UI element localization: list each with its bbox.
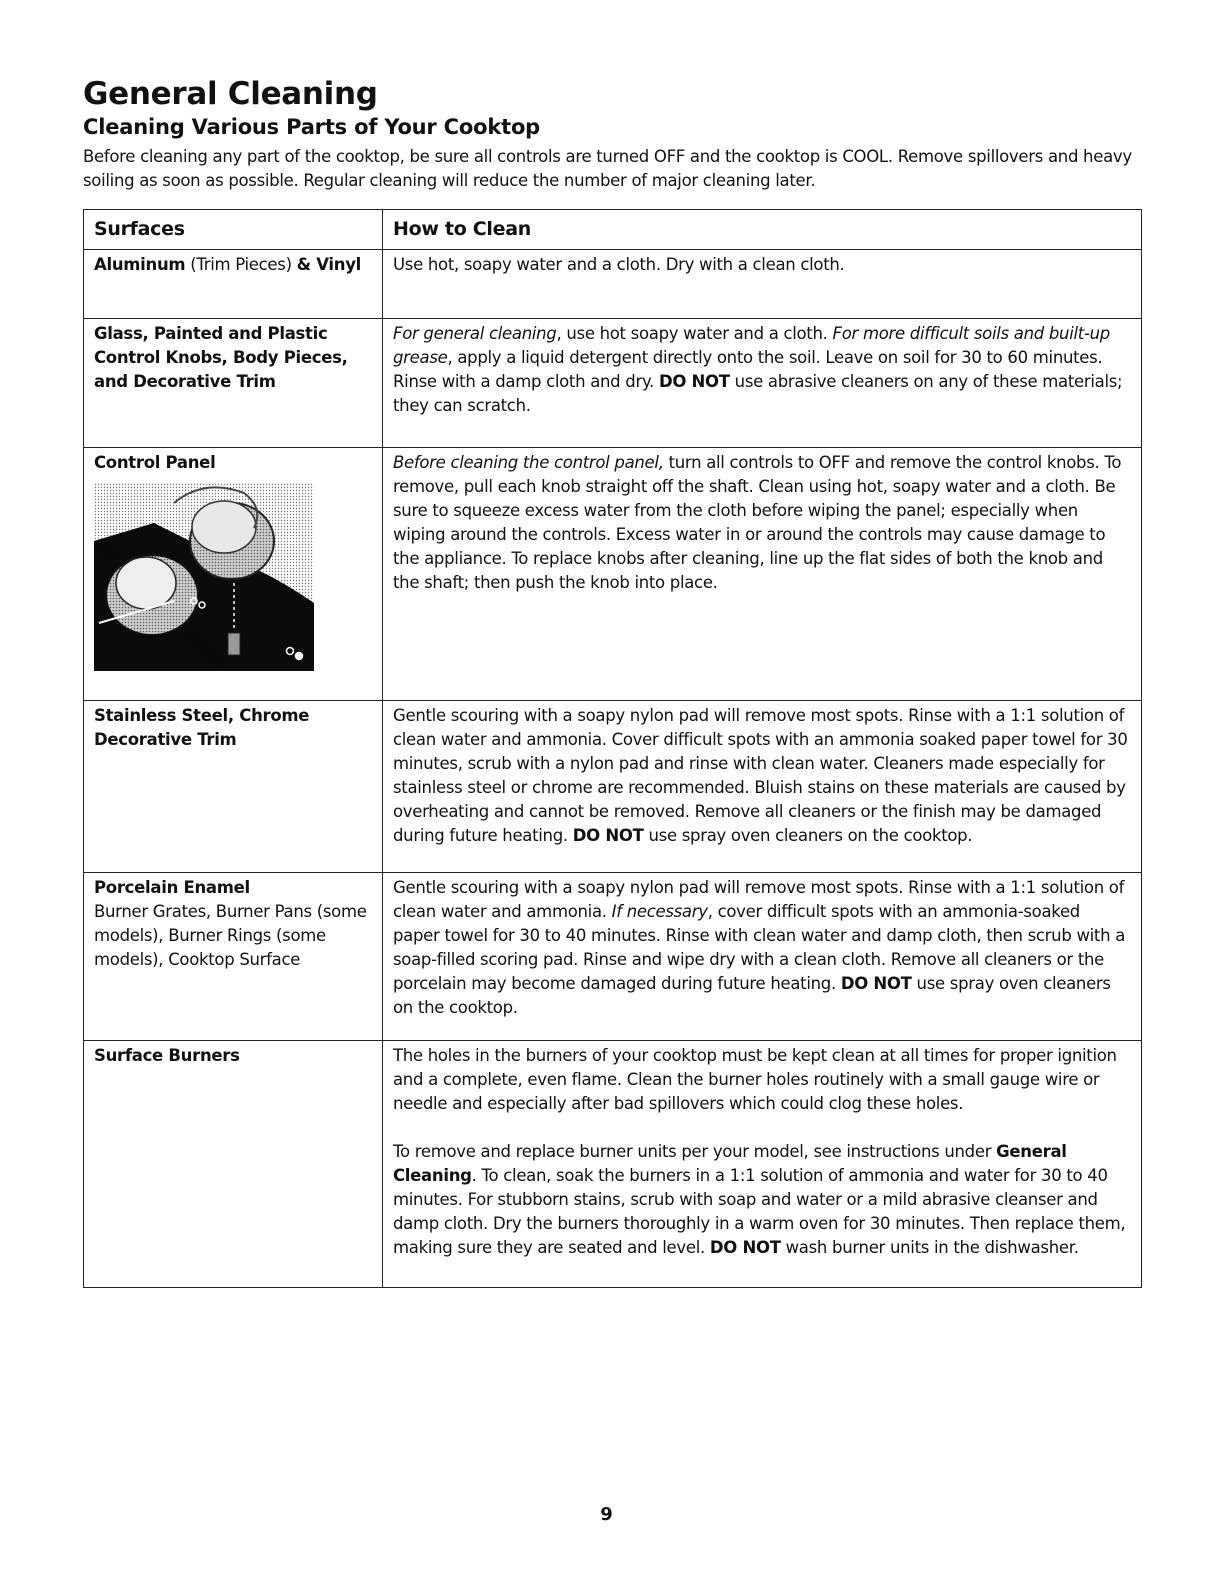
surface-name: Porcelain Enamel xyxy=(94,878,250,897)
instruction-emphasis: If necessary xyxy=(611,902,708,921)
surface-name: Control Panel xyxy=(94,453,216,472)
column-header-surfaces: Surfaces xyxy=(84,210,383,250)
surface-cell xyxy=(84,319,383,448)
surface-cell xyxy=(84,250,383,319)
surface-name: Aluminum xyxy=(94,255,186,274)
table-row xyxy=(84,701,1142,873)
instruction-text: , apply a liquid detergent directly onto the soil. Leave on soil for 30 to 60 minutes. Rinse with a damp cloth and dry. xyxy=(393,348,1103,391)
instruction-cell xyxy=(383,448,1142,701)
surface-cell xyxy=(84,1041,383,1288)
instruction-emphasis: For more difficult soils and built-up grease xyxy=(393,324,1110,367)
instruction-text: wash burner units in the dishwasher. xyxy=(780,1238,1079,1257)
instruction-text: Gentle scouring with a soapy nylon pad will remove most spots. Rinse with a 1:1 solution of clean water and ammonia. Cover difficult spots with an ammonia soaked paper towel for 30 minutes, scrub with a nylon pad and rinse with clean water. Cleaners made especially for stainless steel or chrome are recommended. Bluish stains on these materials are caused by overheating and cannot be removed. Remove all cleaners or the finish may be damaged during future heating. xyxy=(393,706,1128,845)
instruction-cell xyxy=(383,319,1142,448)
table-row xyxy=(84,319,1142,448)
warning-text: DO NOT xyxy=(709,1238,781,1257)
control-knob-illustration xyxy=(94,483,314,671)
instruction-text: To remove and replace burner units per your model, see instructions under xyxy=(393,1142,997,1161)
table-row xyxy=(84,250,1142,319)
surface-subitems: Burner Grates, Burner Pans (some models), Burner Rings (some models), Cooktop Surface xyxy=(94,902,367,969)
instruction-cell xyxy=(383,873,1142,1041)
section-reference: General Cleaning xyxy=(393,1142,1067,1185)
control-knob-icon xyxy=(94,483,314,671)
instruction-cell xyxy=(383,250,1142,319)
instruction-text: turn all controls to OFF and remove the control knobs. To remove, pull each knob straight off the shaft. Clean using hot, soapy water and a cloth. Be sure to squeeze excess water from the cloth before wiping the panel; especially when wiping around the controls. Excess water in or around the controls may cause damage to the appliance. To replace knobs after cleaning, line up the flat sides of both the knob and the shaft; then push the knob into place. xyxy=(393,453,1122,592)
warning-text: DO NOT xyxy=(840,974,912,993)
surface-name: Surface Burners xyxy=(94,1046,240,1065)
instruction-text: , use hot soapy water and a cloth. xyxy=(556,324,833,343)
surface-name: Glass, Painted and Plastic Control Knobs, Body Pieces, and Decorative Trim xyxy=(94,324,348,391)
table-row xyxy=(84,873,1142,1041)
instruction-text: use abrasive cleaners on any of these materials; they can scratch. xyxy=(393,372,1123,415)
table-row xyxy=(84,448,1142,701)
intro-paragraph: Before cleaning any part of the cooktop, be sure all controls are turned OFF and the cooktop is COOL. Remove spillovers and heavy soiling as soon as possible. Regular cleaning will reduce the number of major cleaning later. xyxy=(83,147,1132,190)
instruction-text: use spray oven cleaners on the cooktop. xyxy=(393,974,1111,1017)
surface-name: Stainless Steel, Chrome Decorative Trim xyxy=(94,706,310,749)
instruction-text: . To clean, soak the burners in a 1:1 solution of ammonia and water for 30 to 40 minutes. For stubborn stains, scrub with soap and water or a mild abrasive cleanser and damp cloth. Dry the burners thoroughly in a warm oven for 30 minutes. Then replace them, making sure they are seated and level. xyxy=(393,1166,1126,1257)
surface-note: (Trim Pieces) xyxy=(185,255,297,274)
page-number: 9 xyxy=(600,1504,613,1525)
instruction-text: Gentle scouring with a soapy nylon pad will remove most spots. Rinse with a 1:1 solution of clean water and ammonia. xyxy=(393,878,1125,921)
cleaning-table xyxy=(83,209,1142,1288)
column-header-how-to-clean: How to Clean xyxy=(383,210,1142,250)
section-title: Cleaning Various Parts of Your Cooktop xyxy=(83,115,541,139)
surface-cell xyxy=(84,701,383,873)
surface-cell xyxy=(84,873,383,1041)
instruction-paragraph xyxy=(393,1140,1131,1260)
table-header-row xyxy=(84,210,1142,250)
warning-text: DO NOT xyxy=(658,372,730,391)
instruction-text: Use hot, soapy water and a cloth. Dry with a clean cloth. xyxy=(393,255,845,274)
warning-text: DO NOT xyxy=(572,826,644,845)
instruction-emphasis: Before cleaning the control panel, xyxy=(393,453,664,472)
surface-name-continued: & Vinyl xyxy=(296,255,361,274)
instruction-paragraph: The holes in the burners of your cooktop must be kept clean at all times for proper ignition and a complete, even flame. Clean the burner holes routinely with a small gauge wire or needle and especially after bad spillovers which could clog these holes. xyxy=(393,1046,1117,1113)
surface-cell xyxy=(84,448,383,701)
instruction-text: use spray oven cleaners on the cooktop. xyxy=(643,826,973,845)
instruction-cell xyxy=(383,701,1142,873)
table-row xyxy=(84,1041,1142,1288)
instruction-text: , cover difficult spots with an ammonia-soaked paper towel for 30 to 40 minutes. Rinse with clean water and damp cloth, then scrub with a soap-filled scoring pad. Rinse and wipe dry with a clean cloth. Remove all cleaners or the porcelain may become damaged during future heating. xyxy=(393,902,1126,993)
page-title: General Cleaning xyxy=(83,76,378,112)
instruction-cell xyxy=(383,1041,1142,1288)
instruction-emphasis: For general cleaning xyxy=(393,324,557,343)
